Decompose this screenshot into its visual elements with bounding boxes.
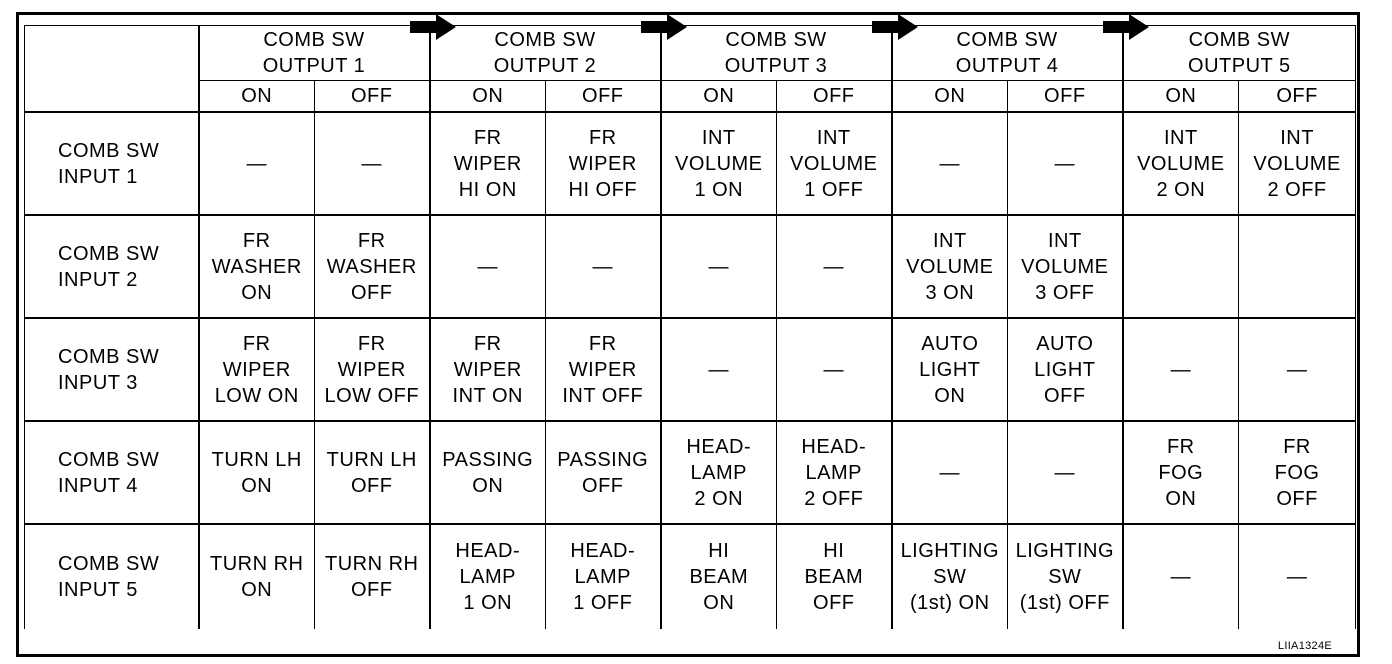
table-cell [661, 318, 777, 421]
cell-text: — [939, 461, 961, 484]
cell-text: — [1170, 566, 1192, 588]
row-header-label: COMB SW INPUT 1 [58, 139, 160, 188]
output-5-off-label: OFF [1239, 81, 1356, 113]
cell-text: FR WASHER ON [211, 229, 302, 304]
table-cell [199, 421, 315, 524]
row-header-label: COMB SW INPUT 4 [58, 448, 160, 497]
cell-text: INT VOLUME 2 ON [1137, 126, 1225, 201]
cell-text: — [708, 358, 730, 381]
cell-text: FR WIPER LOW OFF [324, 332, 420, 407]
table-cell [199, 112, 315, 215]
row-header-label: COMB SW INPUT 3 [58, 345, 160, 394]
output-3-off-label: OFF [777, 81, 892, 113]
table-cell [1008, 215, 1123, 318]
table-cell [661, 421, 777, 524]
output-4-header [892, 26, 1123, 81]
cell-text: — [939, 152, 961, 175]
output-3-header [661, 26, 892, 81]
row-header-input-2 [25, 215, 199, 318]
table-cell [430, 215, 546, 318]
cell-text: — [823, 255, 845, 278]
table-cell [1123, 318, 1239, 421]
cell-text: HEAD- LAMP 1 OFF [570, 540, 636, 614]
output-2-label: COMB SW OUTPUT 2 [493, 29, 597, 77]
output-5-header [1123, 26, 1356, 81]
table-cell [1123, 112, 1239, 215]
table-cell [430, 318, 546, 421]
table-cell [1239, 524, 1356, 629]
cell-text: — [246, 152, 267, 175]
table-cell [1008, 421, 1123, 524]
table-cell [546, 421, 661, 524]
output-1-label: COMB SW OUTPUT 1 [262, 29, 366, 77]
cell-text: HEAD- LAMP 1 ON [455, 540, 521, 614]
cell-text: FR WIPER LOW ON [214, 332, 299, 407]
table-cell [892, 318, 1008, 421]
switch-matrix-table [24, 25, 1356, 629]
output-2-on-label: ON [430, 81, 546, 113]
cell-text: LIGHTING SW (1st) OFF [1015, 540, 1115, 614]
cell-text: — [477, 255, 499, 278]
row-header-input-4 [25, 421, 199, 524]
cell-text: FR WIPER HI ON [453, 126, 522, 201]
table-cell [777, 215, 892, 318]
output-1-header [199, 26, 430, 81]
right-arrow-icon [410, 14, 456, 40]
table-cell [1008, 524, 1123, 629]
table-cell [892, 524, 1008, 629]
table-cell [1123, 524, 1239, 629]
table-cell [1239, 215, 1356, 318]
output-2-off-label: OFF [546, 81, 661, 113]
right-arrow-icon [641, 14, 687, 40]
cell-text: — [1286, 566, 1308, 588]
table-cell [661, 524, 777, 629]
table-cell [892, 421, 1008, 524]
table-cell [1008, 318, 1123, 421]
table-cell [315, 318, 430, 421]
table-cell [315, 524, 430, 629]
table-cell [546, 524, 661, 629]
table-cell [1008, 112, 1123, 215]
table-row [25, 112, 1356, 215]
cell-text: INT VOLUME 3 OFF [1021, 229, 1109, 304]
table-cell [315, 112, 430, 215]
table-cell [546, 215, 661, 318]
cell-text: TURN LH OFF [326, 448, 417, 497]
cell-text: — [708, 255, 730, 278]
row-header-input-5 [25, 524, 199, 629]
cell-text: INT VOLUME 1 ON [675, 126, 763, 201]
table-cell [430, 524, 546, 629]
table-cell [1239, 112, 1356, 215]
table-cell [892, 215, 1008, 318]
table-cell [661, 112, 777, 215]
cell-text: FR WIPER INT OFF [562, 332, 644, 407]
table-cell [777, 318, 892, 421]
table-cell [1123, 421, 1239, 524]
cell-text: INT VOLUME 1 OFF [790, 126, 878, 201]
cell-text: FR WIPER HI OFF [568, 126, 638, 201]
table-cell [430, 421, 546, 524]
table-row [25, 524, 1356, 629]
cell-text: TURN LH ON [211, 448, 302, 497]
output-1-on-label: ON [199, 81, 315, 113]
on-off-header-row [25, 81, 1356, 113]
right-arrow-icon [872, 14, 918, 40]
cell-text: FR WASHER OFF [326, 229, 417, 304]
cell-text: HI BEAM ON [689, 540, 749, 614]
table-cell [892, 112, 1008, 215]
table-cell [1123, 215, 1239, 318]
table-cell [777, 112, 892, 215]
row-header-input-1 [25, 112, 199, 215]
cell-text: AUTO LIGHT OFF [1034, 332, 1096, 407]
input-rows [25, 112, 1356, 629]
output-3-on-label: ON [661, 81, 777, 113]
row-header-label: COMB SW INPUT 2 [58, 242, 160, 291]
cell-text: — [361, 152, 382, 175]
cell-text: LIGHTING SW (1st) ON [900, 540, 1000, 614]
cell-text: INT VOLUME 3 ON [906, 229, 994, 304]
table-cell [661, 215, 777, 318]
output-5-label: COMB SW OUTPUT 5 [1188, 29, 1291, 77]
table-cell [1239, 318, 1356, 421]
table-row [25, 215, 1356, 318]
figure-code: LIIA1324E [1277, 640, 1332, 652]
cell-text: — [1054, 152, 1076, 175]
cell-text: FR FOG ON [1158, 435, 1204, 510]
cell-text: FR FOG OFF [1274, 435, 1320, 510]
cell-text: — [1286, 358, 1308, 381]
table-cell [1239, 421, 1356, 524]
cell-text: — [823, 358, 845, 381]
cell-text: — [592, 255, 614, 278]
output-4-on-label: ON [892, 81, 1008, 113]
table-cell [199, 318, 315, 421]
cell-text: INT VOLUME 2 OFF [1253, 126, 1341, 201]
table-row [25, 421, 1356, 524]
table-cell [199, 215, 315, 318]
table-cell [777, 524, 892, 629]
table-cell [546, 318, 661, 421]
table-cell [546, 112, 661, 215]
table-cell [315, 215, 430, 318]
table-cell [315, 421, 430, 524]
output-3-label: COMB SW OUTPUT 3 [724, 29, 828, 77]
output-5-on-label: ON [1123, 81, 1239, 113]
cell-text: AUTO LIGHT ON [919, 332, 981, 407]
table-row [25, 318, 1356, 421]
table-cell [430, 112, 546, 215]
output-4-label: COMB SW OUTPUT 4 [955, 29, 1059, 77]
output-header-row [25, 26, 1356, 81]
cell-text: — [1170, 358, 1192, 381]
cell-text: TURN RH ON [210, 553, 304, 601]
output-1-off-label: OFF [315, 81, 430, 113]
cell-text: HI BEAM OFF [804, 540, 864, 614]
output-2-header [430, 26, 661, 81]
cell-text: HEAD- LAMP 2 OFF [801, 435, 867, 510]
cell-text: TURN RH OFF [325, 553, 419, 601]
cell-text: PASSING OFF [557, 448, 649, 497]
row-header-label: COMB SW INPUT 5 [58, 553, 160, 601]
output-4-off-label: OFF [1008, 81, 1123, 113]
row-header-input-3 [25, 318, 199, 421]
table-cell [199, 524, 315, 629]
table-cell [777, 421, 892, 524]
cell-text: HEAD- LAMP 2 ON [686, 435, 752, 510]
corner-cell [25, 26, 199, 113]
cell-text: PASSING ON [442, 448, 534, 497]
cell-text: FR WIPER INT ON [452, 332, 523, 407]
cell-text: — [1054, 461, 1076, 484]
right-arrow-icon [1103, 14, 1149, 40]
